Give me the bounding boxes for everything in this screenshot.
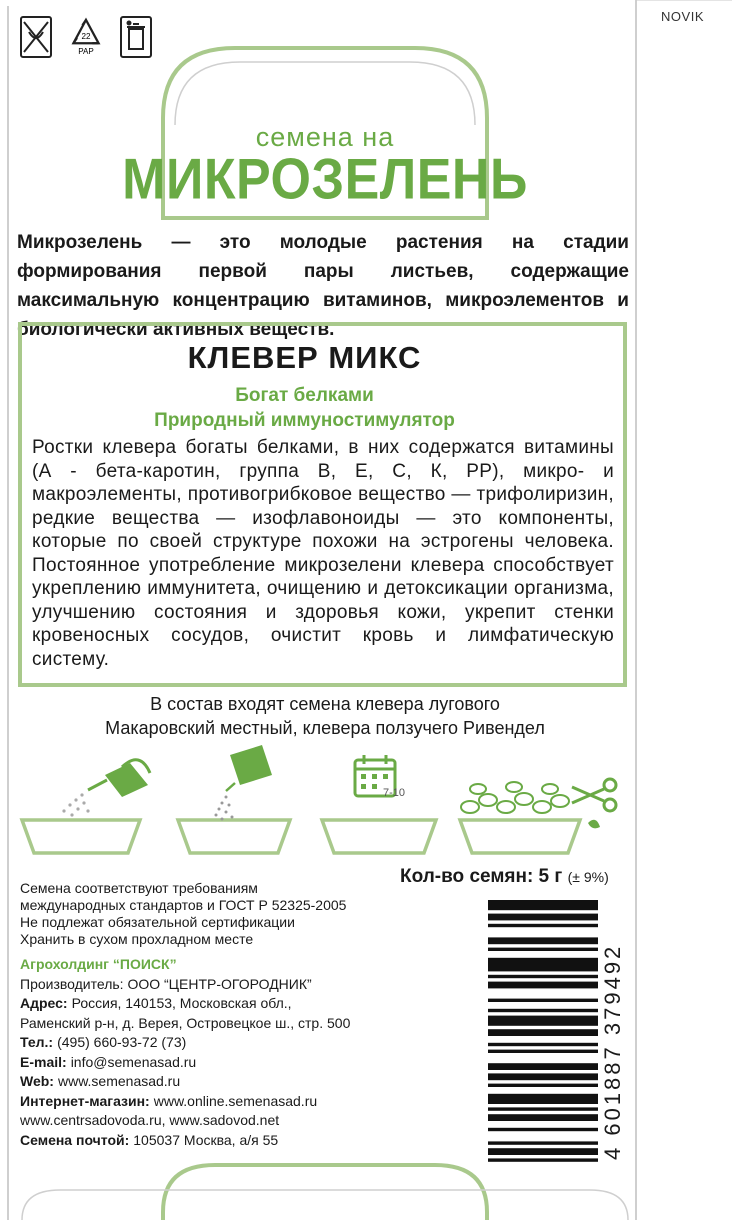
barcode-bar [488,1107,598,1110]
composition-line-1: В состав входят семена клевера лугового [150,694,500,714]
address-line-1: Россия, 140153, Московская обл., [71,995,292,1011]
days-label: 7-10 [383,787,406,799]
email: info@semenasad.ru [70,1053,197,1070]
phone-label: Тел.: [20,1034,54,1050]
certification-line: международных стандартов и ГОСТ Р 52325-2005 [20,897,347,913]
header-title: МИКРОЗЕЛЕНЬ [122,148,528,212]
barcode-bar [488,1029,598,1036]
mail-label: Семена почтой: [20,1131,130,1148]
barcode-bar [488,924,598,927]
trash-bin-icon [118,14,154,60]
barcode-bar [488,982,598,989]
sprouts-icon [461,782,569,813]
seeds-icon [215,796,234,821]
barcode-bar [488,900,598,910]
barcode-bar [488,1141,598,1144]
web-link: www.semenasad.ru [57,1073,181,1089]
barcode-bar [488,1084,598,1087]
barcode-bar [488,975,598,978]
product-description: Ростки клевера богаты белками, в них содержатся витамины (А - бета-каротин, группа В, Е, С, К, РР), микро- и макроэлементы, противогрибковое вещество — трифолиризин, редкие вещества — изофлавоноиды — это компоненты, которые по своей структуре похожи на эстрогены человека. Постоянное употребление микрозелени клевера способствует укреплению иммунитета, очищению и детоксикации организма, улучшению состояния и здоровья кожи, укрепит стенки кровеносных сосудов, очистит кровь и лимфатическую систему. [32,437,614,670]
scissors-icon [572,779,616,811]
address-line-2: Раменский р-н, д. Верея, Островецкое ш., стр. 500 [20,1014,351,1031]
certification-line: Не подлежат обязательной сертификации [20,914,295,930]
shop-links-extra: www.centrsadovoda.ru, www.sadovod.net [20,1112,280,1128]
seed-quantity [400,866,609,888]
barcode-bar [488,1043,598,1046]
producer: Производитель: ООО “ЦЕНТР-ОГОРОДНИК” [20,975,312,992]
shop-link: www.online.semenasad.ru [153,1092,318,1109]
composition [0,692,650,740]
barcode-digits: 4 601887 379492 [600,943,625,1160]
step-sowing [178,745,290,853]
barcode-bar [488,937,598,944]
barcode-bar [488,1114,598,1121]
eco-icons [18,14,154,60]
recycle-label: PAP [78,47,94,57]
product-name: КЛЕВЕР МИКС [187,340,422,375]
barcode-bar [488,1094,598,1104]
certification [20,880,346,948]
barcode-bar [488,1050,598,1053]
barcode-bar [488,1073,598,1080]
barcode-bar [488,914,598,921]
barcode-bar [488,948,598,951]
seed-quantity-tolerance: (± 9%) [567,869,609,885]
seed-quantity-label: Кол-во семян: 5 г [400,866,563,887]
certification-line: Семена соответствуют требованиям [20,880,258,896]
product-benefit-2: Природный иммуностимулятор [154,410,455,431]
contacts [20,955,350,1150]
recycle-code: 22 [81,31,91,41]
address-label: Адрес: [20,995,68,1011]
web-label: Web: [20,1073,54,1089]
recycle-icon [68,14,104,60]
step-waiting [322,755,436,853]
barcode-bar [488,1128,598,1131]
company-name: Агрохолдинг “ПОИСК” [20,956,177,972]
growing-steps [0,745,650,855]
intro-text: Микрозелень — это молодые растения на стадии формирования первой пары листьев, содержащие максимальную концентрацию витаминов, микроэлементов и биологически активных веществ. [17,232,629,340]
barcode-bar [488,1009,598,1012]
barcode-bar [488,999,598,1002]
mail-address: 105037 Москва, а/я 55 [133,1131,279,1148]
barcode-bar [488,1016,598,1026]
barcode-bar [488,1158,598,1161]
phone: (495) 660-93-72 (73) [57,1034,187,1050]
no-dishwasher-icon [18,14,54,60]
certification-line: Хранить в сухом прохладном месте [20,931,254,947]
header-subtitle: семена на [255,122,395,152]
email-label: E-mail: [20,1053,67,1070]
water-drops-icon [62,793,89,816]
product-benefit-1: Богат белками [235,385,374,406]
brand-label: NOVIK [661,9,704,24]
shop-label: Интернет-магазин: [20,1092,150,1109]
composition-line-2: Макаровский местный, клевера ползучего Ривендел [105,718,545,738]
barcode-bar [488,1063,598,1070]
step-harvest [460,779,616,853]
barcode-bar [488,958,598,972]
step-watering [22,760,150,853]
barcode-bar [488,1148,598,1155]
